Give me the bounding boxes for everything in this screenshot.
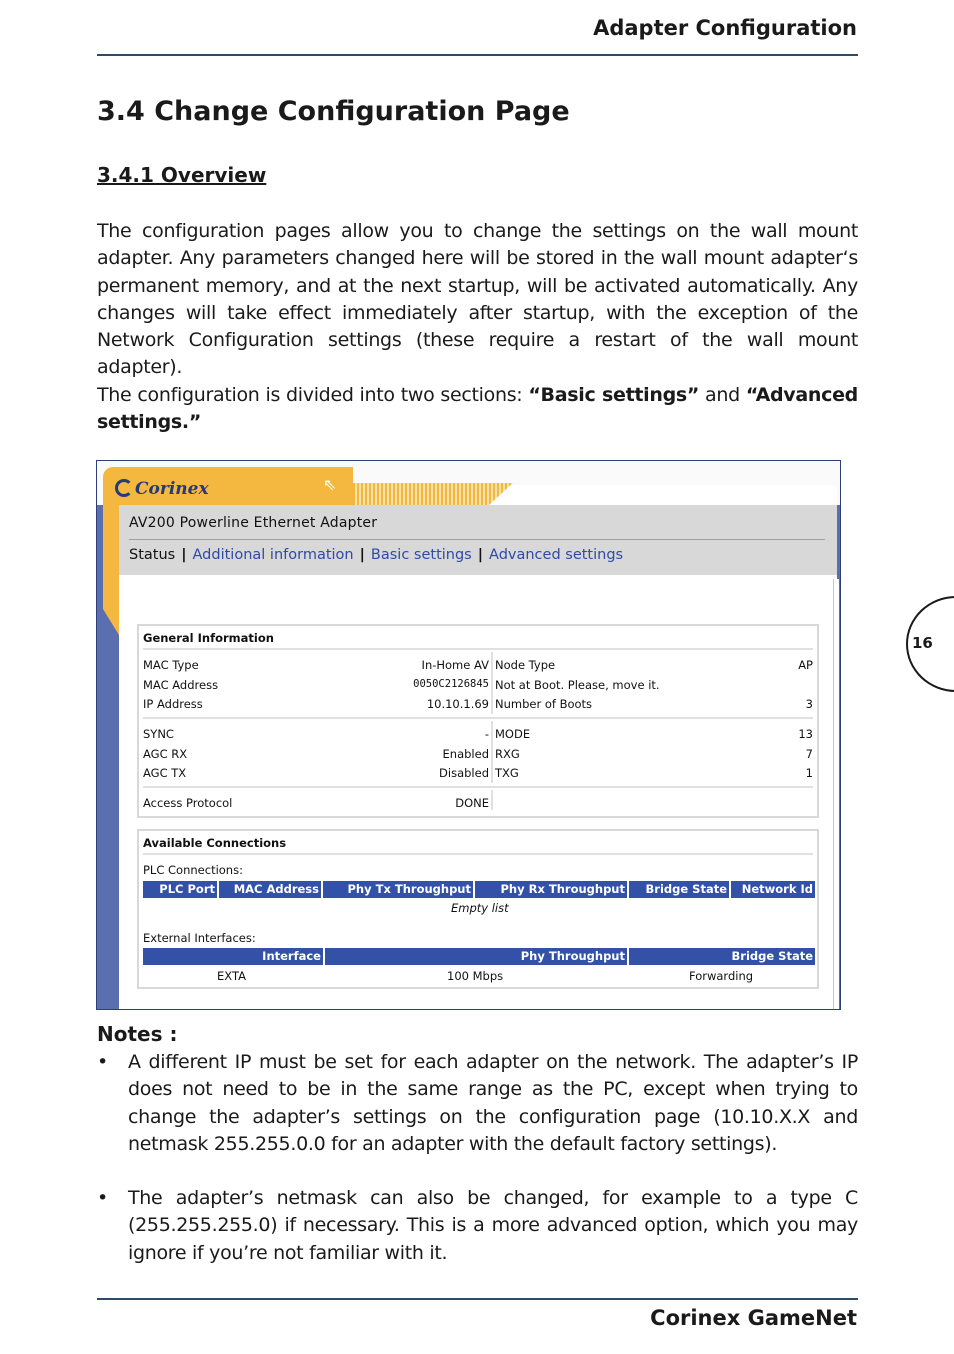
nav-menu [129,547,623,563]
value-mode: 13 [798,727,813,741]
column-divider [491,652,493,714]
header-rule [97,54,858,56]
arrow-icon: ⇖ [323,475,337,494]
divider [143,648,813,650]
column-divider [491,721,493,783]
throughput-cell: 100 Mbps [447,969,504,983]
advanced-settings-term: “Advanced settings.” [97,384,858,434]
external-interfaces-label: External Interfaces: [143,931,256,945]
empty-list-text: Empty list [451,901,509,915]
column-header-phy-throughput: Phy Throughput [325,948,627,965]
sections-paragraph [97,382,858,437]
basic-settings-term: “Basic settings” [528,384,700,406]
nav-basic-settings[interactable]: Basic settings [370,547,472,563]
divider [143,717,813,719]
config-page-screenshot [96,460,841,1010]
corinex-logo-icon [115,479,133,497]
note-text: A different IP must be set for each adapter on the network. The adapter’s IP does not need to be in the same range as the PC, except when trying to change the adapter’s settings on the configuration page (10.10.X.X and netmask 255.255.0.0 for an adapter with the default factory settings). [128,1051,858,1155]
product-title: AV200 Powerline Ethernet Adapter [129,515,378,531]
nav-separator: | [359,547,365,563]
interface-cell: EXTA [217,969,246,983]
running-footer: Corinex GameNet [650,1306,857,1330]
corinex-logo: Corinex [135,479,209,499]
value-mac-type: In-Home AV [421,658,489,672]
para-text: The configuration is divided into two sections: [97,384,529,406]
column-header-bridge-state: Bridge State [629,881,729,898]
column-header-phy-rx: Phy Rx Throughput [475,881,627,898]
value-rxg: 7 [805,747,813,761]
note-item [97,1185,858,1267]
value-agc-tx: Disabled [439,766,489,780]
label-number-of-boots: Number of Boots [495,697,593,711]
overview-paragraph: The configuration pages allow you to change the settings on the wall mount adapter. Any parameters changed here will be stored in the wall mount adapter‘s permanent memory, and at the next startup, will be activated automatically. Any changes will take effect immediately after startup, with the exception of the Network Configuration settings (these require a restart of the wall mount adapter). [97,220,858,379]
note-text: The adapter’s netmask can also be changed, for example to a type C (255.255.255.0) if necessary. This is a more advanced option, which you may ignore if you’re not familiar with it. [128,1187,858,1264]
column-header-plc-port: PLC Port [143,881,217,898]
label-mode: MODE [495,727,531,741]
value-number-of-boots: 3 [805,697,813,711]
column-header-phy-tx: Phy Tx Throughput [323,881,473,898]
section-heading: 3.4 Change Configuration Page [97,96,570,127]
nav-advanced-settings[interactable]: Advanced settings [489,547,624,563]
label-ip-address: IP Address [143,697,203,711]
nav-separator: | [181,547,187,563]
divider [143,853,813,855]
panel-title: Available Connections [143,836,287,850]
logo-band [103,467,353,505]
label-node-type: Node Type [495,658,556,672]
subsection-heading: 3.4.1 Overview [97,163,267,187]
value-access-protocol: DONE [455,796,489,810]
label-rxg: RXG [495,747,520,761]
label-mac-type: MAC Type [143,658,199,672]
label-sync: SYNC [143,727,174,741]
column-header-interface: Interface [143,948,323,965]
footer-rule [97,1298,858,1300]
bridge-state-cell: Forwarding [689,969,754,983]
column-divider [491,790,493,810]
side-accent [103,505,119,635]
value-ip-address: 10.10.1.69 [426,697,489,711]
label-txg: TXG [495,766,519,780]
bullet-icon: • [97,1187,109,1209]
value-agc-rx: Enabled [442,747,489,761]
nav-status[interactable]: Status [129,547,176,563]
general-information-panel [137,624,819,818]
nav-separator: | [477,547,484,563]
nav-divider [129,539,825,540]
column-header-mac-address: MAC Address [219,881,321,898]
boot-note: Not at Boot. Please, move it. [495,678,660,692]
value-txg: 1 [805,766,813,780]
page-number: 16 [912,634,933,652]
notes-heading: Notes : [97,1022,178,1046]
column-header-network-id: Network Id [731,881,815,898]
nav-additional-information[interactable]: Additional information [192,547,354,563]
plc-connections-label: PLC Connections: [143,863,243,877]
divider [143,786,813,788]
para-text: and [699,384,746,406]
header-pattern [353,483,513,505]
label-access-protocol: Access Protocol [143,796,233,810]
label-agc-rx: AGC RX [143,747,188,761]
label-agc-tx: AGC TX [143,766,187,780]
value-node-type: AP [798,658,813,672]
available-connections-panel [137,829,819,989]
column-header-bridge-state: Bridge State [629,948,815,965]
running-header: Adapter Configuration [593,16,857,40]
label-mac-address: MAC Address [143,678,219,692]
value-sync: - [484,727,489,741]
bullet-icon: • [97,1051,109,1073]
note-item [97,1049,858,1158]
value-mac-address: 0050C2126845 [413,678,489,690]
panel-title: General Information [143,631,274,645]
scrollbar[interactable] [833,579,839,1009]
